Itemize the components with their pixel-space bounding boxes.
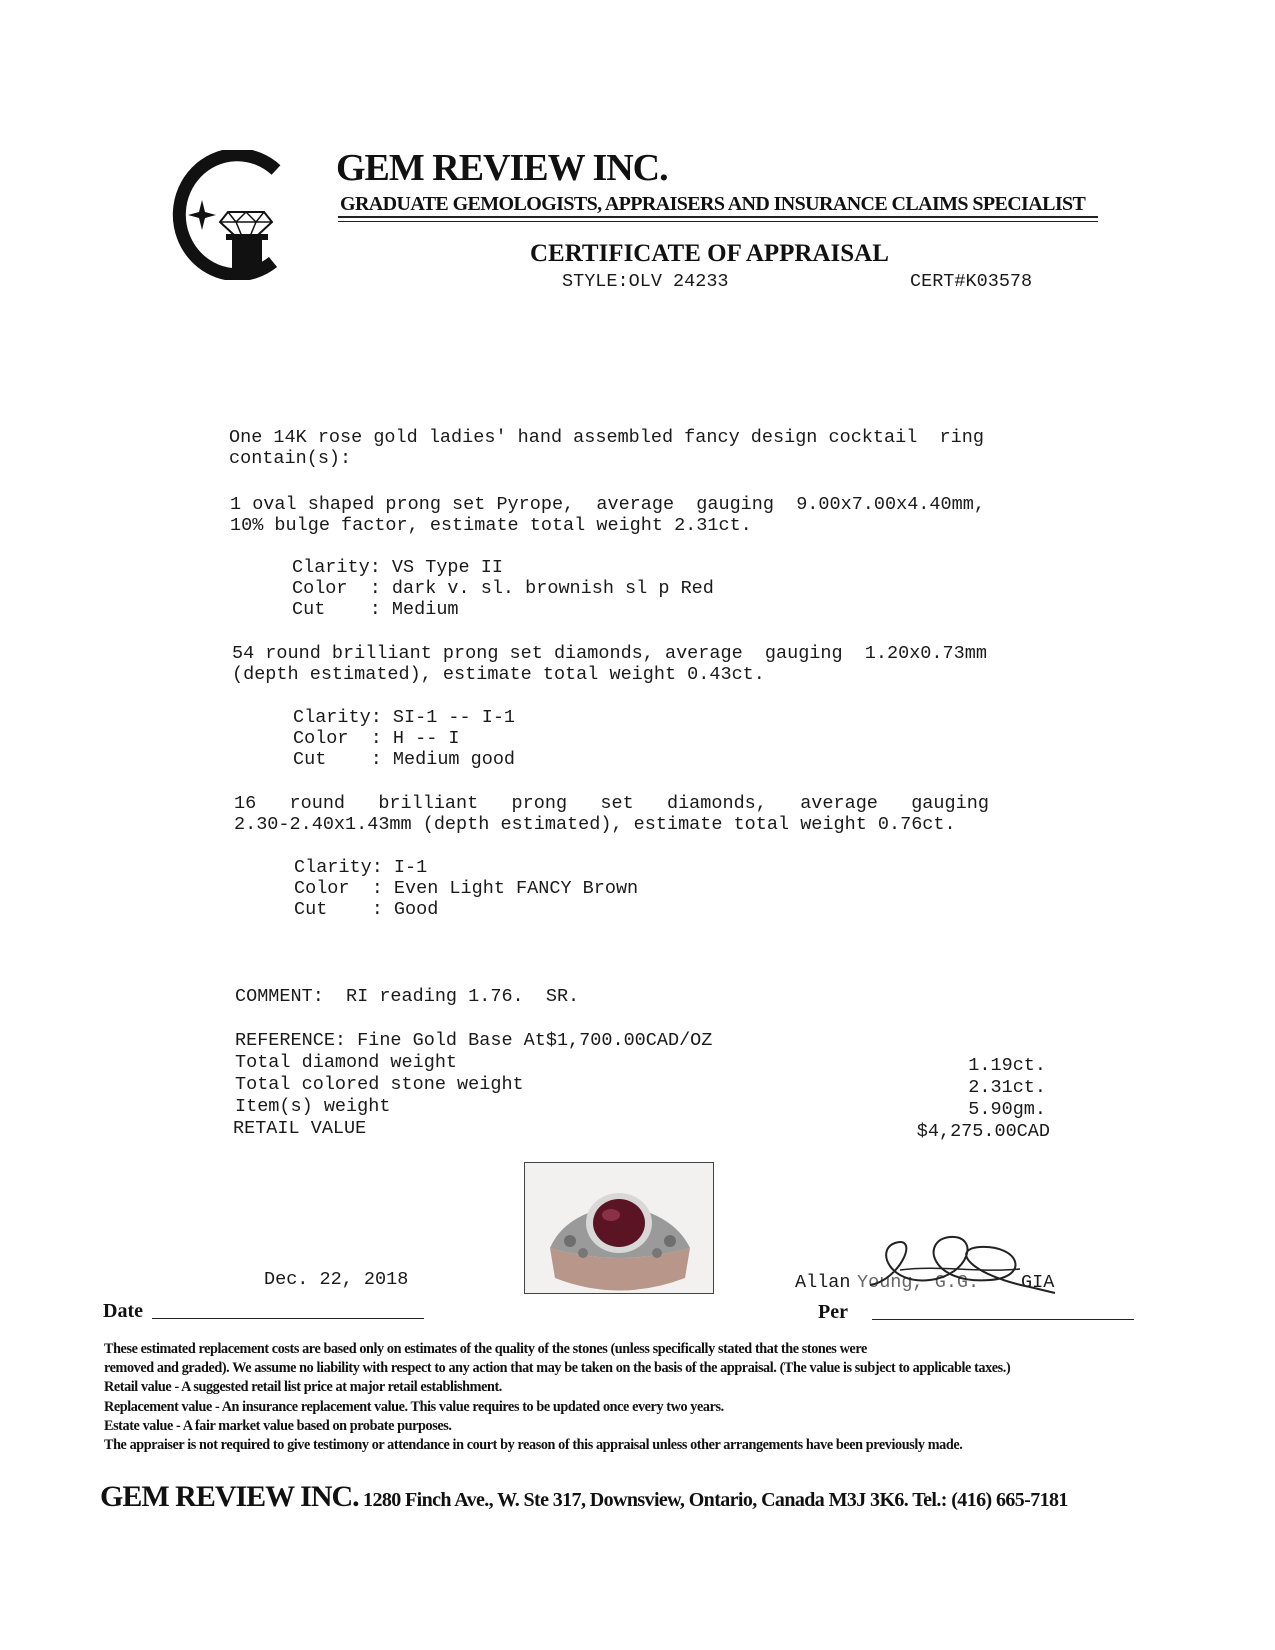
comment: COMMENT: RI reading 1.76. SR. [235, 986, 580, 1007]
stone-description-line-1: 16 round brilliant prong set diamonds, average gauging [234, 793, 989, 814]
appraiser-first-name: Allan [795, 1272, 851, 1293]
stone-description-line-2: 2.30-2.40x1.43mm (depth estimated), estimate total weight 0.76ct. [234, 814, 956, 835]
disclaimer-line: Estate value - A fair market value based on probate purposes. [104, 1418, 452, 1434]
date-line [152, 1318, 424, 1319]
total-label: RETAIL VALUE [233, 1118, 367, 1139]
disclaimer-line: Replacement value - An insurance replacement value. This value requires to be updated once every two years. [104, 1399, 724, 1415]
stone-clarity: Clarity: VS Type II [292, 557, 503, 578]
header-rule-top [338, 216, 1098, 218]
stone-description-line-1: 54 round brilliant prong set diamonds, average gauging 1.20x0.73mm [232, 643, 987, 664]
ring-image-icon [525, 1163, 713, 1293]
stone-clarity: Clarity: I-1 [294, 857, 428, 878]
ring-photo [524, 1162, 714, 1294]
signature-scribble-icon [860, 1225, 1060, 1305]
disclaimer-line: removed and graded). We assume no liability with respect to any action that may be taken on the basis of the appraisal. (The value is subject to applicable taxes.) [104, 1360, 1011, 1376]
total-label: Item(s) weight [235, 1096, 391, 1117]
per-line [872, 1319, 1134, 1320]
stone-color: Color : H -- I [293, 728, 460, 749]
item-intro-line-1: One 14K rose gold ladies' hand assembled fancy design cocktail ring [229, 427, 984, 448]
total-label: Total diamond weight [235, 1052, 458, 1073]
total-label: Total colored stone weight [235, 1074, 524, 1095]
stone-cut: Cut : Medium [292, 599, 459, 620]
stone-clarity: Clarity: SI-1 -- I-1 [293, 707, 516, 728]
date-label: Date [103, 1300, 143, 1322]
company-logo [168, 150, 288, 280]
stone-color: Color : dark v. sl. brownish sl p Red [292, 578, 714, 599]
footer-company: GEM REVIEW INC. [100, 1480, 359, 1513]
header-rule-bottom [338, 221, 1098, 222]
total-value: 1.19ct. [968, 1055, 1046, 1076]
disclaimer-line: These estimated replacement costs are based only on estimates of the quality of the stones (unless specifically stated that the stones were [104, 1341, 867, 1357]
appraiser-credential: GIA [1021, 1272, 1055, 1293]
reference: REFERENCE: Fine Gold Base At$1,700.00CAD/OZ [235, 1030, 713, 1051]
stone-description-line-1: 1 oval shaped prong set Pyrope, average gauging 9.00x7.00x4.40mm, [230, 494, 985, 515]
total-value: 2.31ct. [968, 1077, 1046, 1098]
signature [860, 1225, 1060, 1305]
certificate-title: CERTIFICATE OF APPRAISAL [530, 240, 889, 267]
gem-logo-icon [168, 150, 288, 280]
footer-address: 1280 Finch Ave., W. Ste 317, Downsview, Ontario, Canada M3J 3K6. Tel.: (416) 665-7181 [358, 1489, 1068, 1511]
appraisal-date: Dec. 22, 2018 [264, 1269, 409, 1290]
per-label: Per [818, 1301, 848, 1323]
item-intro-line-2: contain(s): [229, 448, 352, 469]
stone-cut: Cut : Good [294, 899, 439, 920]
disclaimer-line: Retail value - A suggested retail list price at major retail establishment. [104, 1379, 502, 1395]
cert-number: CERT#K03578 [910, 271, 1033, 292]
stone-description-line-2: 10% bulge factor, estimate total weight 2.31ct. [230, 515, 752, 536]
retail-value: $4,275.00CAD [916, 1121, 1050, 1142]
disclaimer-line: The appraiser is not required to give testimony or attendance in court by reason of this appraisal unless other arrangements have been previously made. [104, 1437, 963, 1453]
appraiser-last-name: Young, G.G. [857, 1272, 980, 1293]
footer [100, 1480, 1068, 1514]
stone-cut: Cut : Medium good [293, 749, 516, 770]
style-number: STYLE:OLV 24233 [562, 271, 729, 292]
stone-description-line-2: (depth estimated), estimate total weight 0.43ct. [232, 664, 765, 685]
company-subtitle: GRADUATE GEMOLOGISTS, APPRAISERS AND INSURANCE CLAIMS SPECIALIST [340, 193, 1086, 215]
total-value: 5.90gm. [968, 1099, 1046, 1120]
stone-color: Color : Even Light FANCY Brown [294, 878, 639, 899]
company-name: GEM REVIEW INC. [336, 147, 668, 189]
